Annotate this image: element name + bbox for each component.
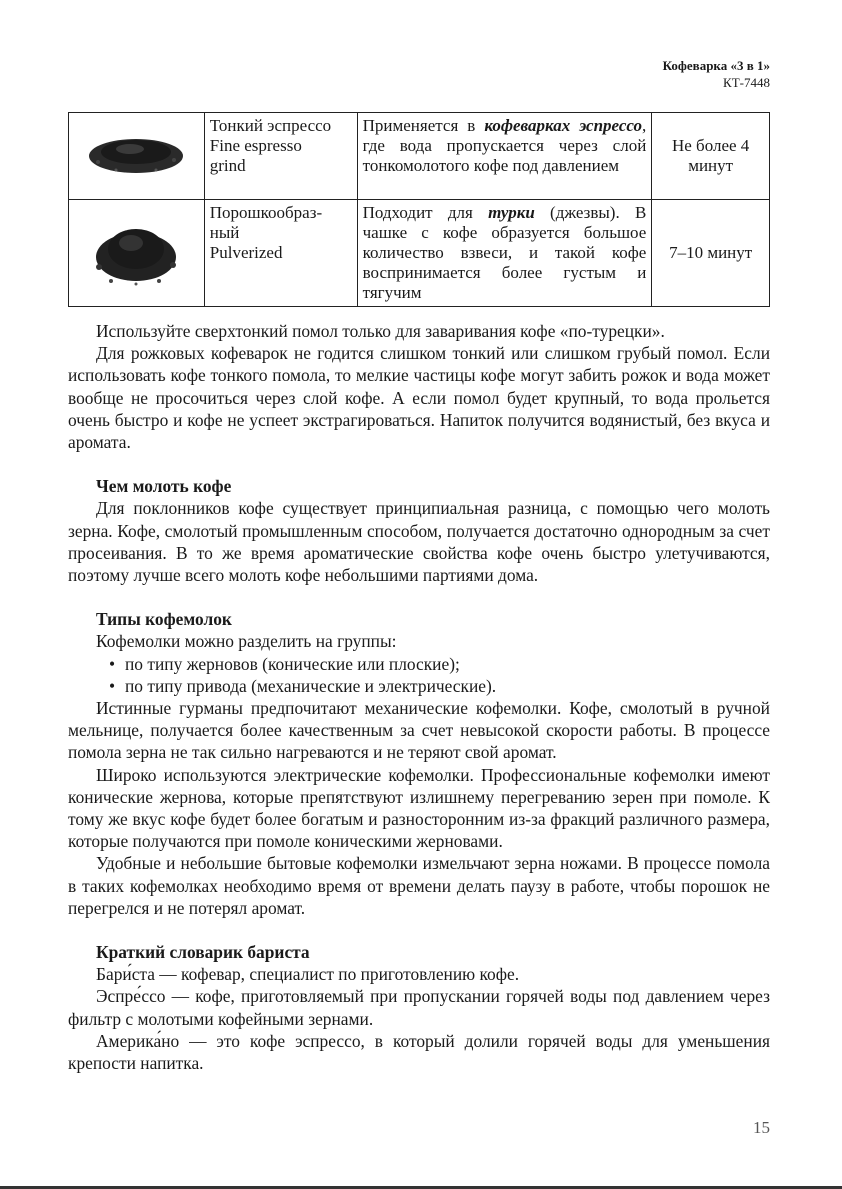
grind-description-cell bbox=[357, 113, 652, 200]
running-header bbox=[663, 57, 770, 91]
table-row bbox=[69, 200, 770, 307]
pulverized-grounds-image bbox=[91, 215, 181, 287]
paragraph: Широко используются электрические кофемолки. Профессиональные кофемолки имеют конические жернова, которые препятствуют излишнему перегреванию зерен при помоле. К тому же вкус кофе будет более богатым и разносторонним из-за фракций различного размера, которые получаются при помоле коническими жерновами. bbox=[68, 764, 770, 852]
list-item bbox=[68, 653, 770, 675]
fine-espresso-grounds-image bbox=[86, 132, 186, 176]
main-text bbox=[68, 320, 770, 1074]
grind-name-line: Pulverized bbox=[209, 243, 283, 262]
paragraph: Удобные и небольшие бытовые кофемолки измельчают зерна ножами. В процессе помола в таких кофемолках необходимо время от времени делать паузу в работе, чтобы порошок не перегрелся и не потерял аромат. bbox=[68, 853, 770, 918]
image-cell bbox=[69, 113, 205, 200]
brew-time-cell: 7–10 минут bbox=[652, 200, 770, 307]
grind-table bbox=[68, 112, 770, 307]
list-item-text: по типу жерновов (конические или плоские); bbox=[125, 653, 460, 674]
glossary-entry: Америка́но — это кофе эспрессо, в который долили горячей воды для уменьшения крепости напитка. bbox=[68, 1030, 770, 1074]
grind-name-line: Тонкий эспрессо bbox=[209, 116, 332, 135]
bullet-list bbox=[68, 653, 770, 697]
list-item-text: по типу привода (механические и электрические). bbox=[125, 675, 497, 696]
paragraph: Кофемолки можно разделить на группы: bbox=[96, 631, 397, 652]
grind-name-line: ный bbox=[209, 223, 240, 242]
glossary-entry: Эспре́ссо — кофе, приготовляемый при пропускании горячей воды под давлением через фильтр с молотыми кофейными зернами. bbox=[68, 986, 770, 1029]
grind-name-line: Порошкообраз- bbox=[209, 203, 323, 222]
image-cell bbox=[69, 200, 205, 307]
brew-time-cell: Не более 4 минут bbox=[652, 113, 770, 200]
description-text: Подходит для bbox=[362, 203, 489, 222]
table-row bbox=[69, 113, 770, 200]
paragraph: Используйте сверхтонкий помол только для заваривания кофе «по-турецки». bbox=[96, 321, 665, 341]
section-heading: Чем молоть кофе bbox=[96, 476, 232, 497]
header-brand: Кофеварка «3 в 1» bbox=[662, 58, 770, 73]
paragraph: Истинные гурманы предпочитают механические кофемолки. Кофе, смолотый в ручной мельнице, получается более качественным за счет невысокой скорости работы. В процессе помола зерна не так сильно нагреваются и не теряют свой аромат. bbox=[68, 698, 770, 763]
page-number: 15 bbox=[753, 1118, 770, 1137]
paragraph: Для рожковых кофеварок не годится слишком тонкий или слишком грубый помол. Если использовать кофе тонкого помола, то мелкие частицы кофе могут забить рожок и вода может вообще не просочиться через слой кофе. А если помол будет крупный, то вода прольется очень быстро и кофе не успеет экстрагироваться. Напиток получится водянистый, без вкуса и аромата. bbox=[68, 343, 770, 453]
grind-name-line: grind bbox=[209, 156, 246, 175]
grind-name-cell bbox=[204, 200, 357, 307]
paragraph: Для поклонников кофе существует принципиальная разница, с помощью чего молоть зерна. Кофе, смолотый промышленным способом, получается достаточно однородным за счет просеивания. В то же время ароматические свойства кофе очень быстро улетучиваются, поэтому лучше всего молоть кофе небольшими партиями дома. bbox=[68, 498, 770, 586]
description-emphasis: турки bbox=[488, 203, 535, 222]
glossary-entry: Бари́ста — кофевар, специалист по приготовлению кофе. bbox=[96, 964, 520, 985]
section-heading: Краткий словарик бариста bbox=[96, 942, 310, 963]
bullet-icon: • bbox=[109, 653, 116, 674]
grind-name-cell bbox=[204, 113, 357, 200]
description-text: Применяется в bbox=[362, 116, 485, 135]
description-emphasis: кофеварках эспрессо bbox=[484, 116, 643, 135]
header-model: КТ-7448 bbox=[723, 75, 770, 90]
description-text: (джезвы). В чашке с кофе образуется большое количество взвеси, и такой кофе воспринимается более густым и тягучим bbox=[362, 203, 647, 302]
description-text: , где вода пропускается через слой тонкомолотого кофе под давлением bbox=[362, 116, 647, 175]
grind-description-cell bbox=[357, 200, 652, 307]
section-heading: Типы кофемолок bbox=[96, 609, 232, 630]
grind-name-line: Fine espresso bbox=[209, 136, 302, 155]
bullet-icon: • bbox=[109, 675, 116, 696]
list-item bbox=[68, 675, 770, 697]
